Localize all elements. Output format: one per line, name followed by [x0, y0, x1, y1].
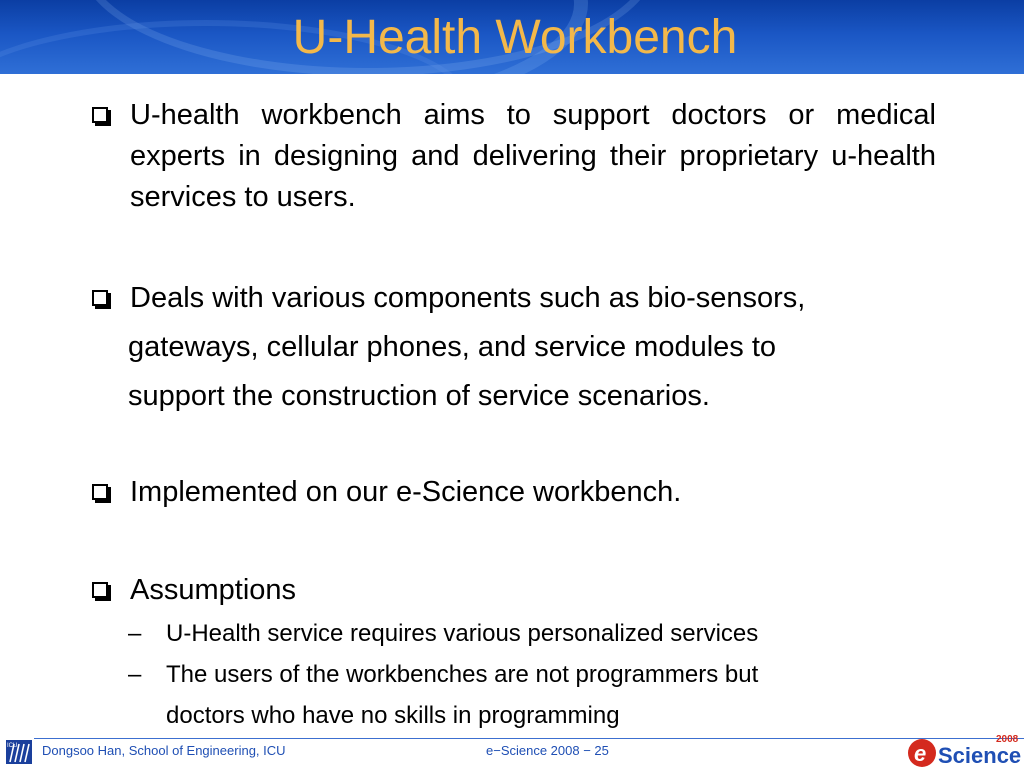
icu-logo-text: ICU	[7, 743, 18, 749]
bullet-item	[92, 95, 936, 225]
footer-page-number: e−Science 2008 − 25	[486, 743, 609, 758]
hollow-square-bullet-icon	[92, 484, 108, 500]
bullet-text-line: gateways, cellular phones, and service modules to	[128, 331, 777, 363]
logo-science: Science	[938, 743, 1022, 768]
hollow-square-bullet-icon	[92, 582, 108, 598]
bullet-text-line: support the construction of service scenarios.	[128, 380, 710, 412]
bullet-item	[92, 274, 936, 424]
sub-list-item	[128, 614, 928, 654]
dash-bullet: –	[128, 620, 142, 647]
title-bar	[0, 0, 1024, 74]
hollow-square-bullet-icon	[92, 290, 108, 306]
icu-logo	[4, 738, 34, 766]
escience-2008-logo	[906, 731, 1024, 768]
bullet-item	[92, 568, 936, 614]
footer-divider	[34, 738, 1024, 739]
bullet-text: Implemented on our e-Science workbench.	[130, 476, 682, 508]
bullet-text: U-health workbench aims to support doctors or medical experts in designing and delivering their proprietary u-health services to users.	[130, 99, 936, 213]
dash-bullet: –	[128, 661, 142, 688]
sub-item-text: U-Health service requires various personalized services	[166, 620, 759, 647]
logo-e: e	[914, 741, 927, 766]
sub-item-text-line: doctors who have no skills in programming	[166, 702, 620, 729]
logo-year: 2008	[996, 734, 1019, 745]
footer-author: Dongsoo Han, School of Engineering, ICU	[42, 743, 286, 758]
sub-item-text-line: The users of the workbenches are not programmers but	[166, 661, 759, 688]
bullet-text: Assumptions	[130, 574, 297, 606]
bullet-item	[92, 470, 936, 520]
hollow-square-bullet-icon	[92, 107, 108, 123]
slide-title: U-Health Workbench	[292, 11, 738, 64]
sub-list-item	[128, 655, 928, 735]
bullet-text-line: Deals with various components such as bio-sensors,	[130, 282, 806, 314]
